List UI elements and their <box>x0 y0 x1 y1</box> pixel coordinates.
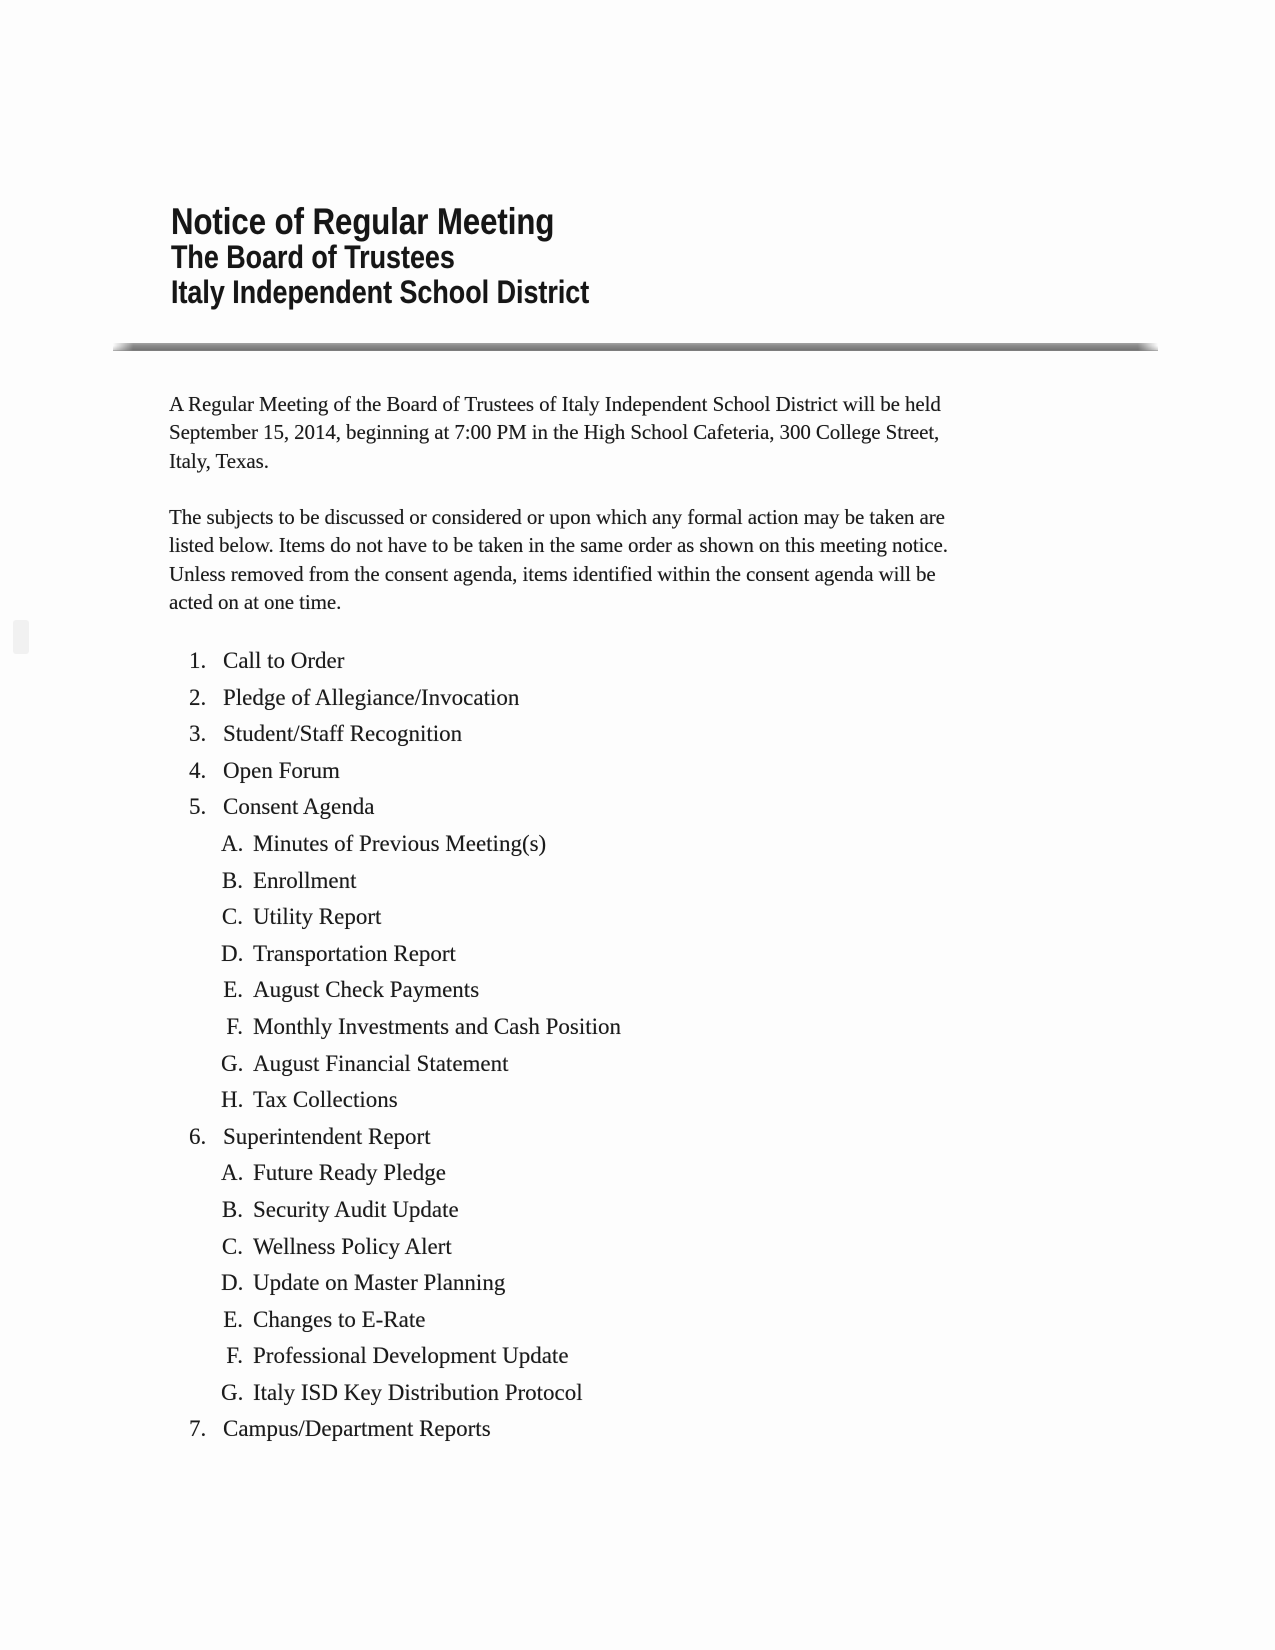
list-item <box>189 826 1009 863</box>
page-title: Notice of Regular Meeting <box>171 200 555 242</box>
list-text: Update on Master Planning <box>253 1270 506 1296</box>
list-text: Changes to E-Rate <box>253 1306 426 1332</box>
list-text: August Financial Statement <box>253 1050 509 1076</box>
list-marker: A. <box>221 830 244 856</box>
list-marker: 5. <box>189 794 207 820</box>
list-text: Italy ISD Key Distribution Protocol <box>253 1379 583 1405</box>
list-marker: 3. <box>189 721 207 747</box>
list-item <box>189 680 1009 717</box>
list-item <box>189 789 1009 826</box>
list-text: August Check Payments <box>253 977 480 1003</box>
list-marker: B. <box>221 867 243 893</box>
list-text: Open Forum <box>223 757 340 783</box>
agenda-list <box>189 643 1009 1448</box>
list-text: Enrollment <box>253 867 357 893</box>
list-item <box>189 1155 1009 1192</box>
list-item <box>189 863 1009 900</box>
list-text: Pledge of Allegiance/Invocation <box>223 684 520 710</box>
list-text: Minutes of Previous Meeting(s) <box>253 830 547 856</box>
list-text: Utility Report <box>253 904 382 930</box>
list-marker: G. <box>221 1050 244 1076</box>
list-text: Student/Staff Recognition <box>223 721 463 747</box>
subjects-paragraph <box>169 503 1069 617</box>
list-text: Wellness Policy Alert <box>253 1233 452 1259</box>
list-item <box>189 1229 1009 1266</box>
paragraph-line: A Regular Meeting of the Board of Trustees of Italy Independent School District will be held <box>169 392 941 416</box>
list-text: Campus/Department Reports <box>223 1416 491 1442</box>
list-marker: F. <box>226 1013 243 1039</box>
list-item <box>189 1411 1009 1448</box>
list-item <box>189 753 1009 790</box>
list-text: Future Ready Pledge <box>253 1160 446 1186</box>
list-text: Tax Collections <box>253 1087 398 1113</box>
list-text: Call to Order <box>223 648 345 673</box>
list-item <box>189 1375 1009 1412</box>
meeting-info-paragraph <box>169 390 1069 475</box>
list-marker: 1. <box>189 648 207 673</box>
list-item <box>189 1009 1009 1046</box>
list-text: Security Audit Update <box>253 1196 459 1222</box>
subtitle-line-district: Italy Independent School District <box>171 274 590 310</box>
paragraph-line: listed below. Items do not have to be taken in the same order as shown on this meeting notice. <box>169 533 948 558</box>
paragraph-line: September 15, 2014, beginning at 7:00 PM in the High School Cafeteria, 300 College Street, <box>169 420 940 445</box>
paragraph-line: acted on at one time. <box>169 590 342 615</box>
list-text: Consent Agenda <box>223 794 375 820</box>
list-item <box>189 1082 1009 1119</box>
list-marker: F. <box>226 1343 243 1369</box>
list-marker: 4. <box>189 757 207 783</box>
list-item <box>189 716 1009 753</box>
list-marker: 2. <box>189 684 207 710</box>
list-item <box>189 972 1009 1009</box>
list-marker: C. <box>221 1233 243 1259</box>
list-item <box>189 1046 1009 1083</box>
list-marker: A. <box>221 1160 244 1186</box>
list-item <box>189 1119 1009 1156</box>
list-item <box>189 1302 1009 1339</box>
scan-artifact <box>13 620 29 654</box>
subtitle-line-board: The Board of Trustees <box>171 239 455 275</box>
list-marker: H. <box>221 1087 244 1113</box>
list-text: Superintendent Report <box>223 1123 431 1149</box>
list-item <box>189 1338 1009 1375</box>
header-divider-rule <box>113 343 1158 351</box>
paragraph-line: Italy, Texas. <box>169 448 269 473</box>
list-item <box>189 1265 1009 1302</box>
paragraph-line: The subjects to be discussed or considered or upon which any formal action may be taken are <box>169 505 945 529</box>
list-item <box>189 1192 1009 1229</box>
list-marker: D. <box>221 1270 244 1296</box>
document-subtitle <box>171 240 589 310</box>
list-text: Professional Development Update <box>253 1343 569 1369</box>
list-text: Monthly Investments and Cash Position <box>253 1013 621 1039</box>
list-item <box>189 899 1009 936</box>
list-marker: 6. <box>189 1123 207 1149</box>
list-marker: C. <box>221 904 243 930</box>
paragraph-line: Unless removed from the consent agenda, items identified within the consent agenda will be <box>169 561 936 586</box>
list-item <box>189 643 1009 680</box>
list-marker: G. <box>221 1379 244 1405</box>
list-marker: 7. <box>189 1416 207 1442</box>
list-text: Transportation Report <box>253 940 456 966</box>
list-item <box>189 936 1009 973</box>
list-marker: E. <box>223 1306 243 1332</box>
list-marker: D. <box>221 940 244 966</box>
list-marker: E. <box>223 977 243 1003</box>
list-marker: B. <box>221 1196 243 1222</box>
